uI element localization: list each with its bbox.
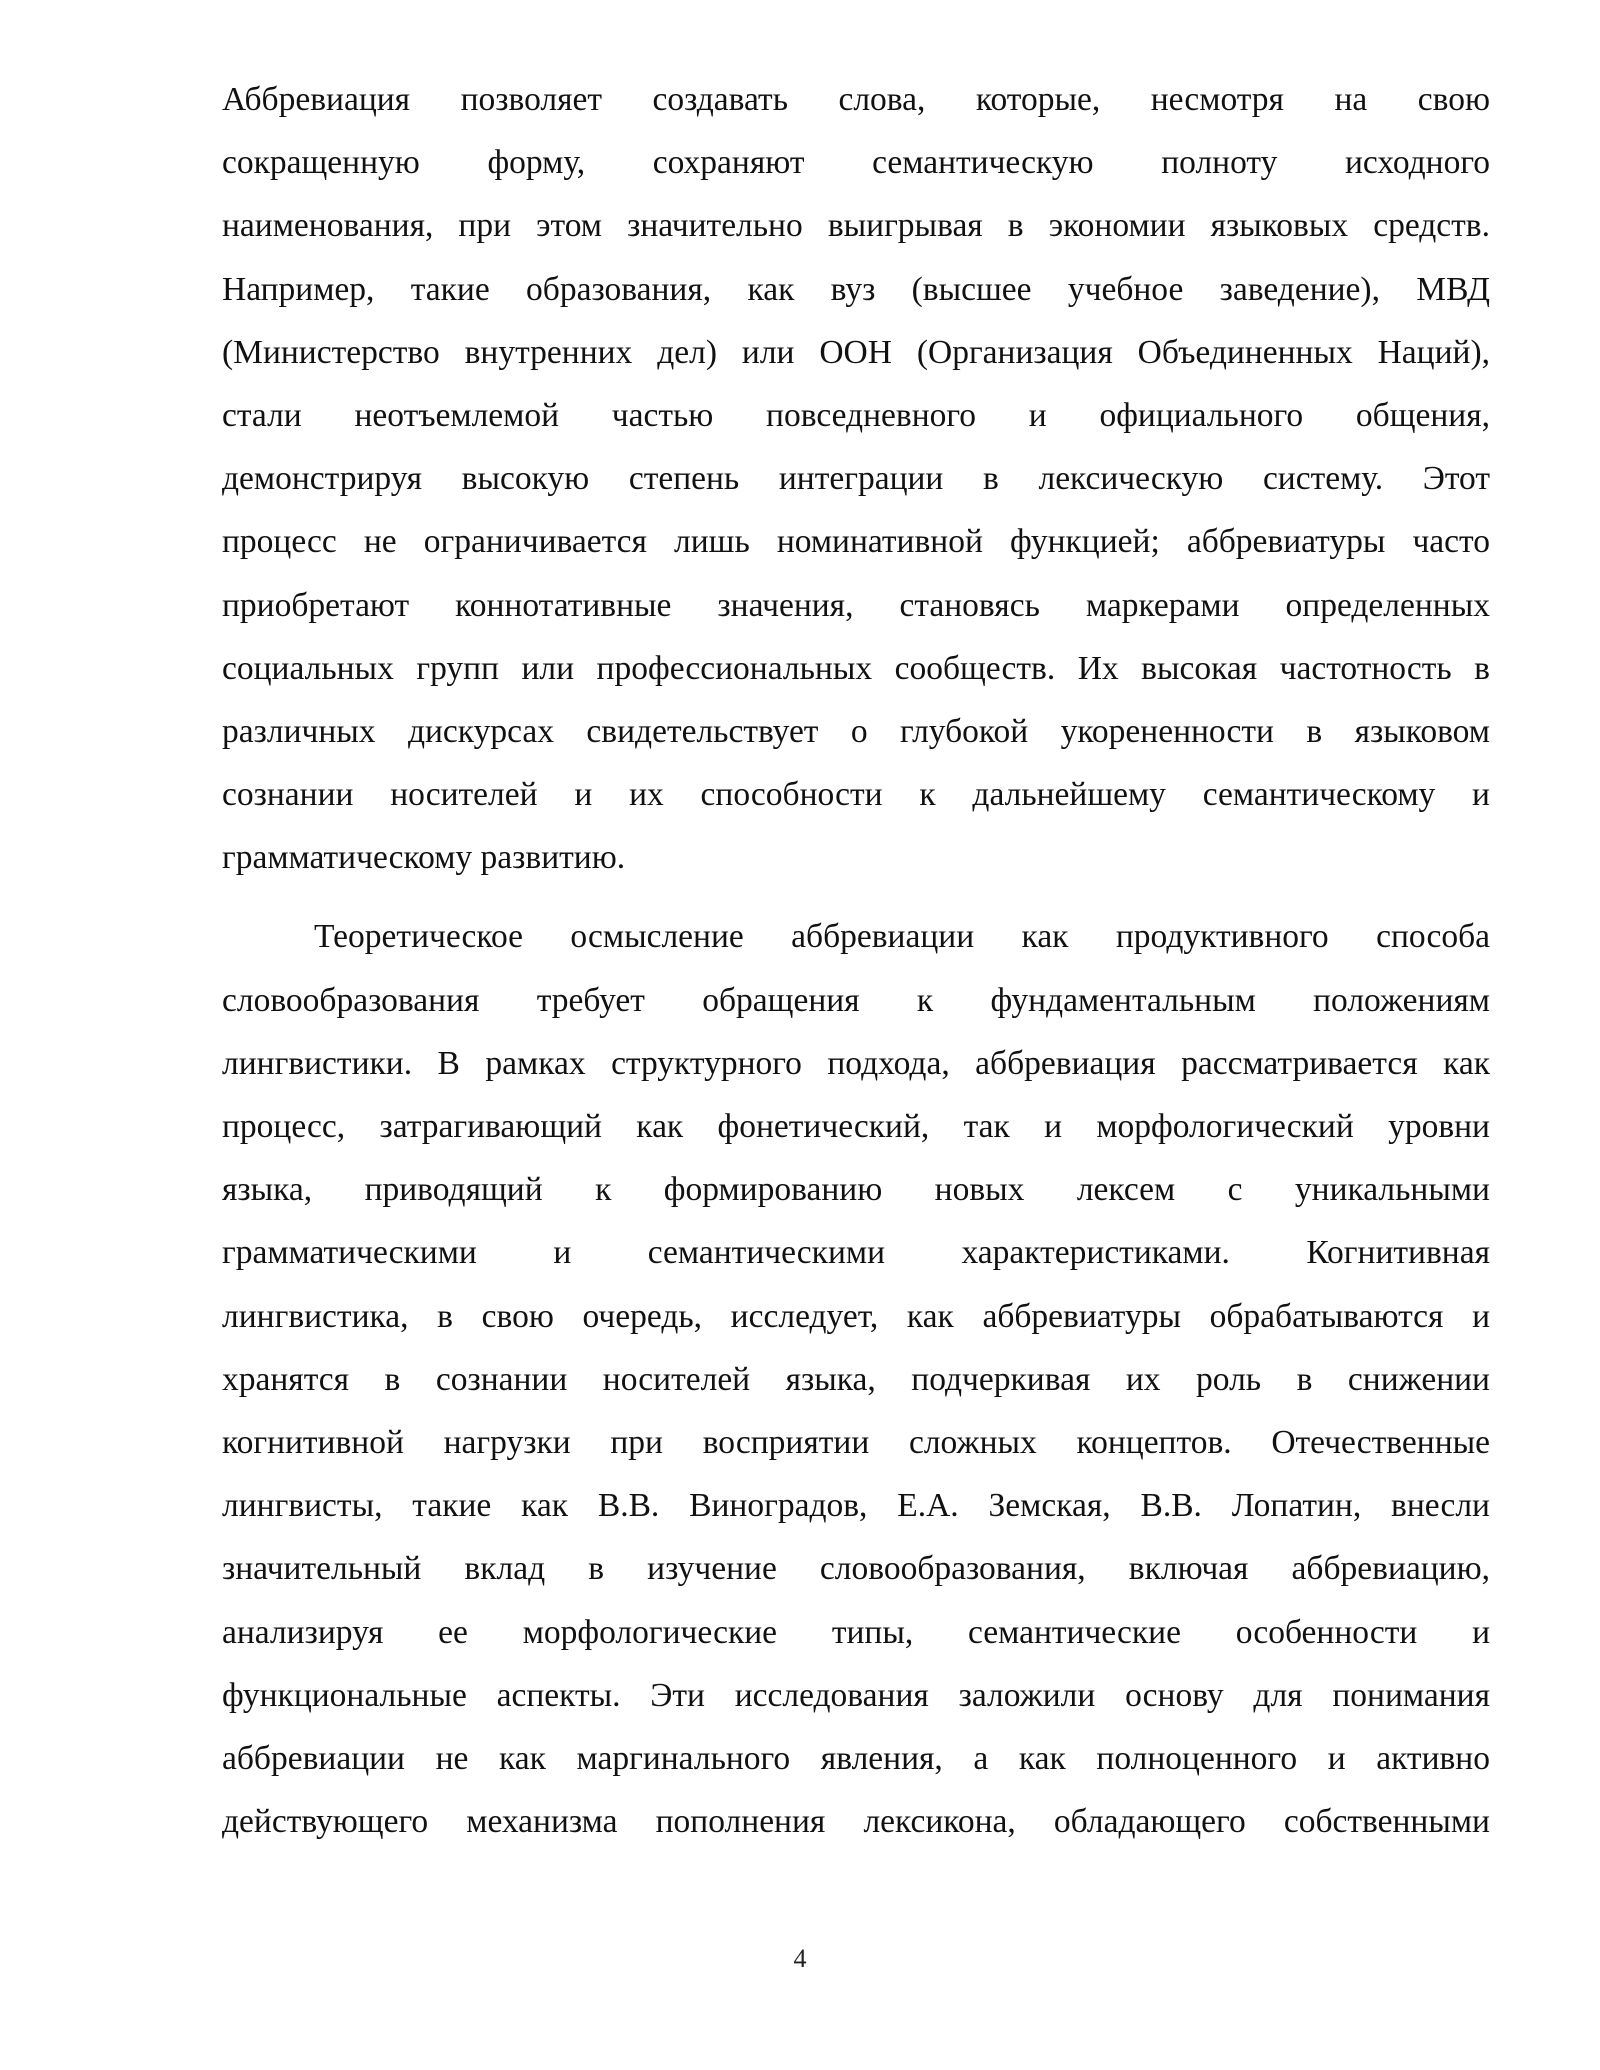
text-line: словообразования требует обращения к фундаментальным положениям — [222, 981, 1490, 1019]
paragraph-spacing — [222, 889, 1490, 905]
text-line: функциональные аспекты. Эти исследования заложили основу для понимания — [222, 1676, 1490, 1714]
text-line: стали неотъемлемой частью повседневного и официального общения, — [222, 396, 1490, 434]
text-line: процесс, затрагивающий как фонетический, так и морфологический уровни — [222, 1108, 1490, 1145]
text-line: демонстрируя высокую степень интеграции в лексическую систему. Этот — [222, 460, 1490, 498]
paragraph-2 — [222, 905, 1490, 1853]
text-line: сокращенную форму, сохраняют семантическую полноту исходного — [222, 144, 1490, 182]
text-line: аббревиации не как маргинального явления, а как полноценного и активно — [222, 1739, 1490, 1777]
text-line: различных дискурсах свидетельствует о глубокой укорененности в языковом — [222, 712, 1490, 750]
text-line: лингвисты, такие как В.В. Виноградов, Е.А. Земская, В.В. Лопатин, внесли — [222, 1487, 1490, 1525]
text-line: лингвистика, в свою очередь, исследует, как аббревиатуры обрабатываются и — [222, 1297, 1490, 1335]
text-line: наименования, при этом значительно выигрывая в экономии языковых средств. — [222, 207, 1490, 245]
text-line: приобретают коннотативные значения, становясь маркерами определенных — [222, 586, 1490, 624]
text-line: лингвистики. В рамках структурного подхода, аббревиация рассматривается как — [222, 1044, 1490, 1082]
text-line: языка, приводящий к формированию новых лексем с уникальными — [222, 1171, 1490, 1209]
text-line: (Министерство внутренних дел) или ООН (Организация Объединенных Наций), — [222, 333, 1490, 371]
text-line: когнитивной нагрузки при восприятии сложных концептов. Отечественные — [222, 1423, 1490, 1461]
text-line: сознании носителей и их способности к дальнейшему семантическому и — [222, 776, 1490, 814]
text-line: Теоретическое осмысление аббревиации как продуктивного способа — [314, 918, 1490, 956]
page-number: 4 — [793, 1944, 807, 1973]
text-line: Аббревиация позволяет создавать слова, которые, несмотря на свою — [222, 81, 1490, 118]
body-text — [222, 68, 1490, 1853]
text-line: Например, такие образования, как вуз (высшее учебное заведение), МВД — [222, 270, 1490, 308]
text-line: процесс не ограничивается лишь номинативной функцией; аббревиатуры часто — [222, 523, 1490, 561]
text-line: действующего механизма пополнения лексикона, обладающего собственными — [222, 1803, 1490, 1841]
paragraph-1 — [222, 68, 1490, 889]
text-line: анализируя ее морфологические типы, семантические особенности и — [222, 1613, 1490, 1651]
text-line: значительный вклад в изучение словообразования, включая аббревиацию, — [222, 1550, 1490, 1588]
text-line: хранятся в сознании носителей языка, подчеркивая их роль в снижении — [222, 1360, 1490, 1398]
text-line: грамматическими и семантическими характеристиками. Когнитивная — [222, 1234, 1490, 1272]
text-line: грамматическому развитию. — [222, 839, 626, 877]
text-line: социальных групп или профессиональных сообществ. Их высокая частотность в — [222, 649, 1490, 687]
